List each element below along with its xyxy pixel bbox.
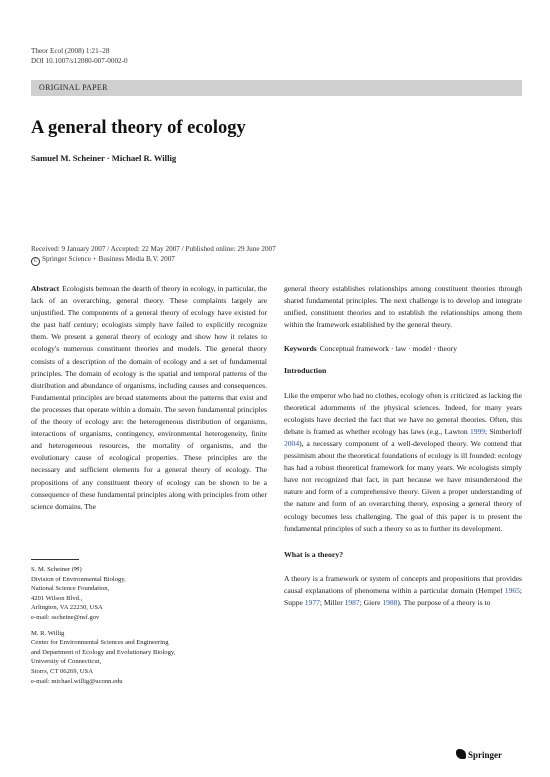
affiliation-line: 4201 Wilson Blvd., (31, 594, 83, 602)
citation-link[interactable]: 1988 (382, 597, 398, 607)
abstract-label: Abstract (31, 284, 60, 293)
journal-citation: Theor Ecol (2008) 1:21–28 (31, 47, 110, 55)
affiliation-line: Division of Environmental Biology, (31, 575, 126, 583)
abstract-continuation: general theory establishes relationships among constituent theories through shared fundamental principles. The next challenge is to develop and integrate unified, constituent theories and to establish the relationships among them within the framework established by the general theory. (284, 284, 522, 330)
affiliation-line: M. R. Willig (31, 629, 65, 637)
affiliation-line: University of Connecticut, (31, 658, 102, 666)
affiliation-line: Arlington, VA 22230, USA (31, 604, 103, 612)
email-link[interactable]: e-mail: michael.willig@uconn.edu (31, 677, 123, 685)
publication-history (31, 245, 276, 266)
publisher-logo (456, 749, 502, 760)
what-is-theory-text: A theory is a framework or system of concepts and propositions that provides causal explanations of phenomena within a particular domain (Hempel 1965; Suppe 1977; Miller 1987; Giere 1988). The purpose of a theory is to (284, 573, 522, 607)
copyright-text: Springer Science + Business Media B.V. 2007 (42, 254, 175, 263)
springer-horse-icon (456, 749, 466, 759)
article-authors: Samuel M. Scheiner · Michael R. Willig (31, 153, 177, 163)
keywords-text: Conceptual framework · law · model · theory (319, 344, 457, 354)
right-column (284, 283, 522, 609)
affiliation-line: National Science Foundation, (31, 585, 110, 593)
journal-header (31, 47, 128, 66)
affiliation-line: Center for Environmental Sciences and Engineering (31, 639, 169, 647)
date-history: Received: 9 January 2007 / Accepted: 22 May 2007 / Published online: 29 June 2007 (31, 245, 276, 253)
abstract (31, 283, 267, 513)
affiliation-line: and Department of Ecology and Evolutionary Biology, (31, 648, 176, 656)
affiliation-scheiner (31, 565, 267, 623)
article-title: A general theory of ecology (31, 118, 246, 138)
abstract-text: Ecologists bemoan the dearth of theory in ecology, in particular, the lack of an overarching, general theory. These complaints largely are unjustified. The components of a general theory of ecology have existed for the past half century; ecologists simply have failed to explicitly recognize them. We present a general theory of ecology and show how it relates to ecology's numerous constituent theories and models. The general theory consists of a description of the domain of ecology and a set of fundamental principles. The domain of ecology is the spatial and temporal patterns of the distribution and abundance of organisms, including causes and consequences. Fundamental principles are broad statements about the patterns that exist and the processes that operate within a domain. The seven fundamental principles of the theory of ecology are: the heterogeneous distribution of organisms, interactions of organisms, contingency, environmental heterogeneity, finite and heterogeneous resources, the mortality of organisms, and the evolutionary cause of ecological properties. These principles are the necessary and sufficient elements for a general theory of ecology. The propositions of any constituent theory of ecology can be shown to be a consequence of these fundamental principles along with principles from other science domains. The (31, 284, 267, 511)
left-column (31, 283, 267, 513)
paper-type-band (31, 80, 522, 96)
copyright-line (31, 255, 276, 266)
affiliation-willig (31, 629, 267, 687)
citation-link[interactable]: 1999 (469, 426, 486, 436)
email-link[interactable]: e-mail: sscheine@nsf.gov (31, 613, 100, 621)
keywords (284, 343, 522, 355)
affiliation-line: S. M. Scheiner (✉) (31, 566, 82, 573)
citation-link[interactable]: 1987 (344, 597, 360, 607)
paper-type-label: ORIGINAL PAPER (39, 83, 108, 92)
keywords-label: Keywords (284, 344, 317, 354)
affiliation-line: Storrs, CT 06269, USA (31, 667, 93, 675)
citation-link[interactable]: 1977 (304, 597, 320, 607)
citation-link[interactable]: 2004 (284, 438, 300, 448)
section-heading-what-is-theory: What is a theory? (284, 549, 344, 559)
affiliations (31, 559, 267, 692)
copyright-icon: C (31, 257, 40, 266)
introduction-text: Like the emperor who had no clothes, ecology often is criticized as lacking the theoretical adornments of the physical sciences. Indeed, for many years ecologists have decried the fact that we have no general theories. Often, this debate is framed as whether ecology has laws (e.g., Lawton 1999; Simberloff 2004), a necessary component of a well-developed theory. We contend that pessimism about the theoretical foundations of ecology is ill founded: ecology has had a robust theoretical framework for many years. We ecologists simply have not recognized that fact, in part because we have misunderstood the nature and form of a comprehensive theory. Given a proper understanding of the nature and form of an overarching theory, exposing a general theory of ecology becomes less challenging. The goal of this paper is to present the fundamental principles of such a theory so as to further its development. (284, 390, 522, 533)
citation-link[interactable]: 1965 (504, 585, 520, 595)
footnote-rule (31, 559, 79, 560)
doi-link[interactable]: DOI 10.1007/s12080-007-0002-0 (31, 56, 128, 65)
publisher-name: Springer (468, 750, 503, 760)
section-heading-introduction: Introduction (284, 366, 327, 376)
